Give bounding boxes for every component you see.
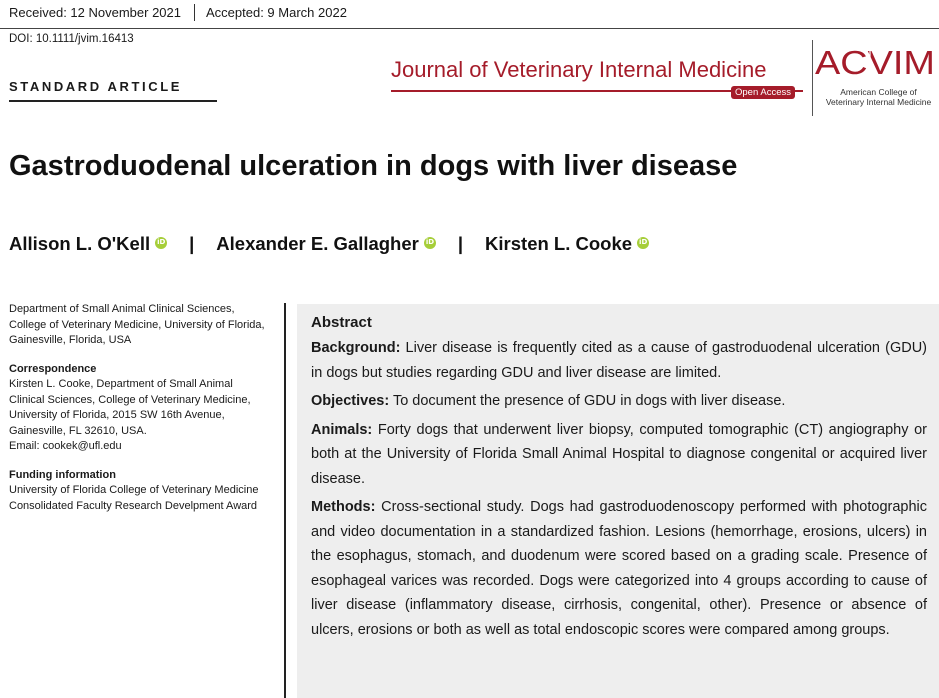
open-access-badge: Open Access bbox=[731, 86, 795, 99]
article-type: STANDARD ARTICLE bbox=[9, 79, 183, 94]
author-separator: | bbox=[457, 233, 464, 254]
orcid-icon[interactable] bbox=[155, 237, 167, 249]
abstract-methods bbox=[311, 495, 927, 642]
section-label: Background: bbox=[311, 340, 401, 356]
acvim-logo-text: ACVIM bbox=[815, 44, 935, 80]
article-title: Gastroduodenal ulceration in dogs with liver disease bbox=[9, 150, 738, 182]
section-label: Objectives: bbox=[311, 393, 390, 409]
author-separator: | bbox=[189, 233, 195, 254]
abstract-animals bbox=[311, 418, 927, 492]
article-type-rule bbox=[9, 100, 217, 102]
author-list bbox=[9, 233, 649, 255]
abstract-heading: Abstract bbox=[311, 314, 372, 331]
acvim-subtitle-line-2: Veterinary Internal Medicine bbox=[825, 97, 932, 107]
correspondence-address: Kirsten L. Cooke, Department of Small Animal Clinical Sciences, College of Veterinary Medicine, University of Florida, 2015 SW 16th Avenue, Gainesville, FL 32610, USA. bbox=[9, 378, 251, 437]
section-label: Methods: bbox=[311, 499, 376, 515]
abstract-background bbox=[311, 336, 927, 385]
acvim-subtitle-line-1: American College of bbox=[840, 87, 917, 97]
affiliation: Department of Small Animal Clinical Sciences, College of Veterinary Medicine, University of Florida, Gainesville, Florida, USA bbox=[9, 303, 265, 346]
date-divider bbox=[194, 4, 195, 21]
orcid-icon[interactable] bbox=[637, 237, 649, 249]
publication-dates bbox=[9, 4, 347, 21]
funding-heading: Funding information bbox=[9, 468, 116, 481]
section-text: Forty dogs that underwent liver biopsy, computed tomographic (CT) angiography or both at the University of Florida Small Animal Hospital to diagnose congenital or acquired liver disease. bbox=[311, 421, 927, 487]
accepted-date: Accepted: 9 March 2022 bbox=[206, 5, 347, 20]
section-text: Liver disease is frequently cited as a cause of gastroduodenal ulceration (GDU) in dogs but studies regarding GDU and liver disease are limited. bbox=[311, 340, 927, 381]
author-name[interactable]: Alexander E. Gallagher bbox=[216, 233, 419, 254]
doi[interactable]: DOI: 10.1111/jvim.16413 bbox=[9, 33, 134, 45]
header-rule bbox=[0, 28, 939, 29]
received-date: Received: 12 November 2021 bbox=[9, 5, 181, 20]
abstract-objectives bbox=[311, 389, 927, 414]
orcid-icon[interactable] bbox=[424, 237, 436, 249]
correspondence-email[interactable]: Email: cookek@ufl.edu bbox=[9, 440, 122, 452]
author-name[interactable]: Kirsten L. Cooke bbox=[485, 233, 633, 254]
acvim-logo-block bbox=[812, 40, 938, 116]
journal-name[interactable]: Journal of Veterinary Internal Medicine bbox=[391, 57, 767, 82]
funding-text: University of Florida College of Veterinary Medicine Consolidated Faculty Research Develpment Award bbox=[9, 484, 259, 512]
acvim-subtitle bbox=[819, 87, 938, 107]
author-name[interactable]: Allison L. O'Kell bbox=[9, 233, 151, 254]
sidebar-divider bbox=[284, 303, 286, 698]
section-label: Animals: bbox=[311, 421, 373, 438]
article-sidebar bbox=[9, 302, 271, 514]
abstract-box bbox=[297, 304, 939, 698]
section-text: Cross-sectional study. Dogs had gastroduodenoscopy performed with photographic and video documentation in a standardized fashion. Lesions (hemorrhage, erosions, ulcers) in the esophagus, stomach, and duodenum were scored based on a grading scale. Presence of esophageal varices was recorded. Dogs were categorized into 4 groups according to cause of liver disease (inflammatory disease, cirrhosis, congenital, other). Presence or absence of ulcers, erosions or both as well as total endoscopic scores were compared among groups. bbox=[311, 499, 928, 638]
acvim-logo bbox=[813, 40, 938, 80]
section-text: To document the presence of GDU in dogs with liver disease. bbox=[392, 393, 786, 409]
correspondence-heading: Correspondence bbox=[9, 362, 97, 375]
